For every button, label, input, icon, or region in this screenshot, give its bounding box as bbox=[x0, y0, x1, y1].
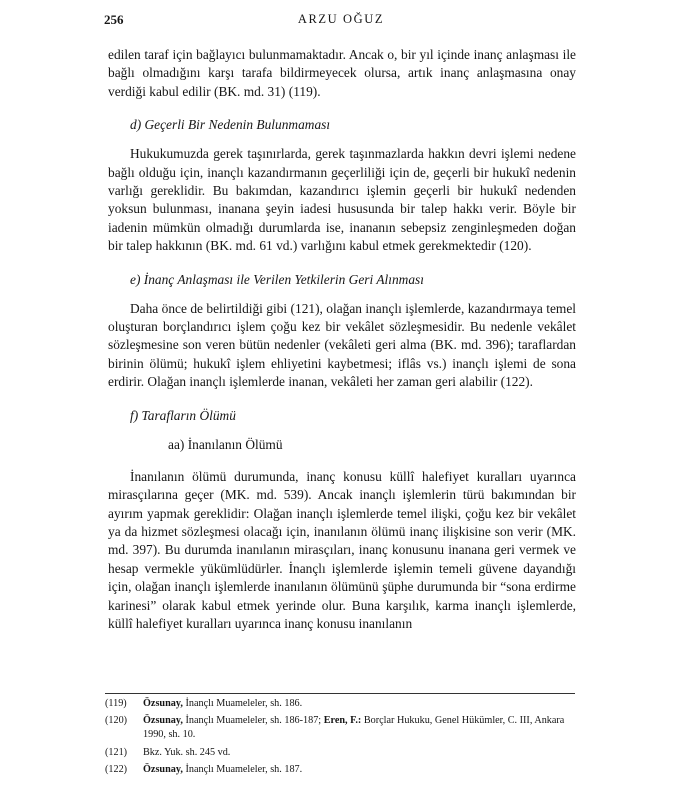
footnote bbox=[105, 746, 575, 760]
footnote-author-2: Eren, F.: bbox=[321, 715, 362, 727]
running-header-title: ARZU OĞUZ bbox=[297, 12, 385, 26]
footnote-number: (122) bbox=[105, 763, 128, 775]
footnote-number: (119) bbox=[105, 698, 127, 709]
page-number: 256 bbox=[104, 12, 124, 27]
footnote-number: (120) bbox=[105, 715, 128, 727]
paragraph-death-of-trustee: İnanılanın ölümü durumunda, inanç konusu küllî halefiyet kuralları uyarınca mirasçılarına geçer (MK. md. 539). Ancak inançlı işlemlerin türü bakımından bir ayırım yapmak gereklidir: Olağan inançlı işlemlerde temel ilişki, çoğu kez bir vekâlet ya da hizmet sözleşmesi olacağı için, inanılanın ölümü inanç ilişkisine son verir (MK. md. 397). Bu durumda inanılanın mirasçıları, inanç konusunu inanana geri vermek ve hesap vermekle yükümlüdürler. İnançlı işlemlerde işlemin temeli güvene dayandığı için, olağan inançlı işlemlerde inanılanın ölümünü şüphe durumunda bir “sona erdirme karinesi” olarak kabul etmek yerinde olur. Buna karşılık, karma inançlı işlemlerde, küllî halefiyet kuralları uyarınca inanç konusu inanılanın bbox=[108, 468, 576, 631]
paragraph-revocation: Daha önce de belirtildiği gibi (121), olağan inançlı işlemlerde, kazandırmaya temel oluşturan borçlandırıcı işlem çoğu kez bir vekâlet sözleşmesidir. Bu nedenle vekâlet sözleşmesine son veren bütün nedenler (vekâleti geri alma (BK. md. 396); taraflardan birinin ölümü; hukukî işlem ehliyetini kaybetmesi; iflâs vs.) inançlı işlemi de sona erdirir. Olağan inançlı işlemlerde inanan, vekâleti her zaman geri alabilir (122). bbox=[108, 300, 576, 390]
section-heading-d: d) Geçerli Bir Nedenin Bulunmaması bbox=[130, 117, 331, 133]
footnote-text: Bkz. Yuk. sh. 245 vd. bbox=[143, 746, 231, 758]
paragraph-valid-cause: Hukukumuzda gerek taşınırlarda, gerek taşınmazlarda hakkın devri işlemi nedene bağlı olduğu için, inançlı kazandırmanın geçerliliği için de, geçerli bir hukukî nedenin varlığı gereklidir. Bu bakımdan, kazandırıcı işlemin geçerli bir hukukî nedenden yoksun bulunması, inanana şeyin iadesi hususunda bir talep hakkı verir. Böyle bir iadenin mümkün olmadığı durumlarda ise, inananın sebepsiz zenginleşmeden doğan bir talep hakkının (BK. md. 61 vd.) varlığını kabul etmek gerekmektedir (120). bbox=[108, 146, 576, 254]
running-header bbox=[104, 12, 578, 32]
section-heading-f: f) Tarafların Ölümü bbox=[130, 407, 236, 423]
footnote-text: İnançlı Muameleler, sh. 186-187; bbox=[182, 715, 322, 727]
footnote-author: Özsunay, bbox=[143, 763, 183, 775]
section-heading-e: e) İnanç Anlaşması ile Verilen Yetkilerin Geri Alınması bbox=[130, 271, 424, 287]
footnote-author: Özsunay, bbox=[143, 698, 183, 709]
subsection-heading-aa: aa) İnanılanın Ölümü bbox=[168, 436, 283, 452]
footnote-text: İnançlı Muameleler, sh. 187. bbox=[182, 763, 303, 775]
footnote-text-2: Borçlar Hukuku, Genel Hükümler, C. III, Ankara 1990, sh. 10. bbox=[143, 715, 565, 741]
footnote-text: İnançlı Muameleler, sh. 186. bbox=[182, 698, 303, 709]
footnote bbox=[105, 714, 575, 742]
body-text bbox=[108, 46, 576, 633]
footnote bbox=[105, 763, 575, 777]
paragraph-continuation: edilen taraf için bağlayıcı bulunmamaktadır. Ancak o, bir yıl içinde inanç anlaşması ile bağlı olmadığını karşı tarafa bildirmeyecek olursa, artık inanç anlaşmasına onay verdiği kabul edilir (BK. md. 31) (119). bbox=[108, 47, 576, 99]
footnote-number: (121) bbox=[105, 746, 128, 758]
footnotes bbox=[105, 693, 575, 780]
footnote-author: Özsunay, bbox=[143, 715, 183, 727]
footnote bbox=[105, 697, 575, 711]
